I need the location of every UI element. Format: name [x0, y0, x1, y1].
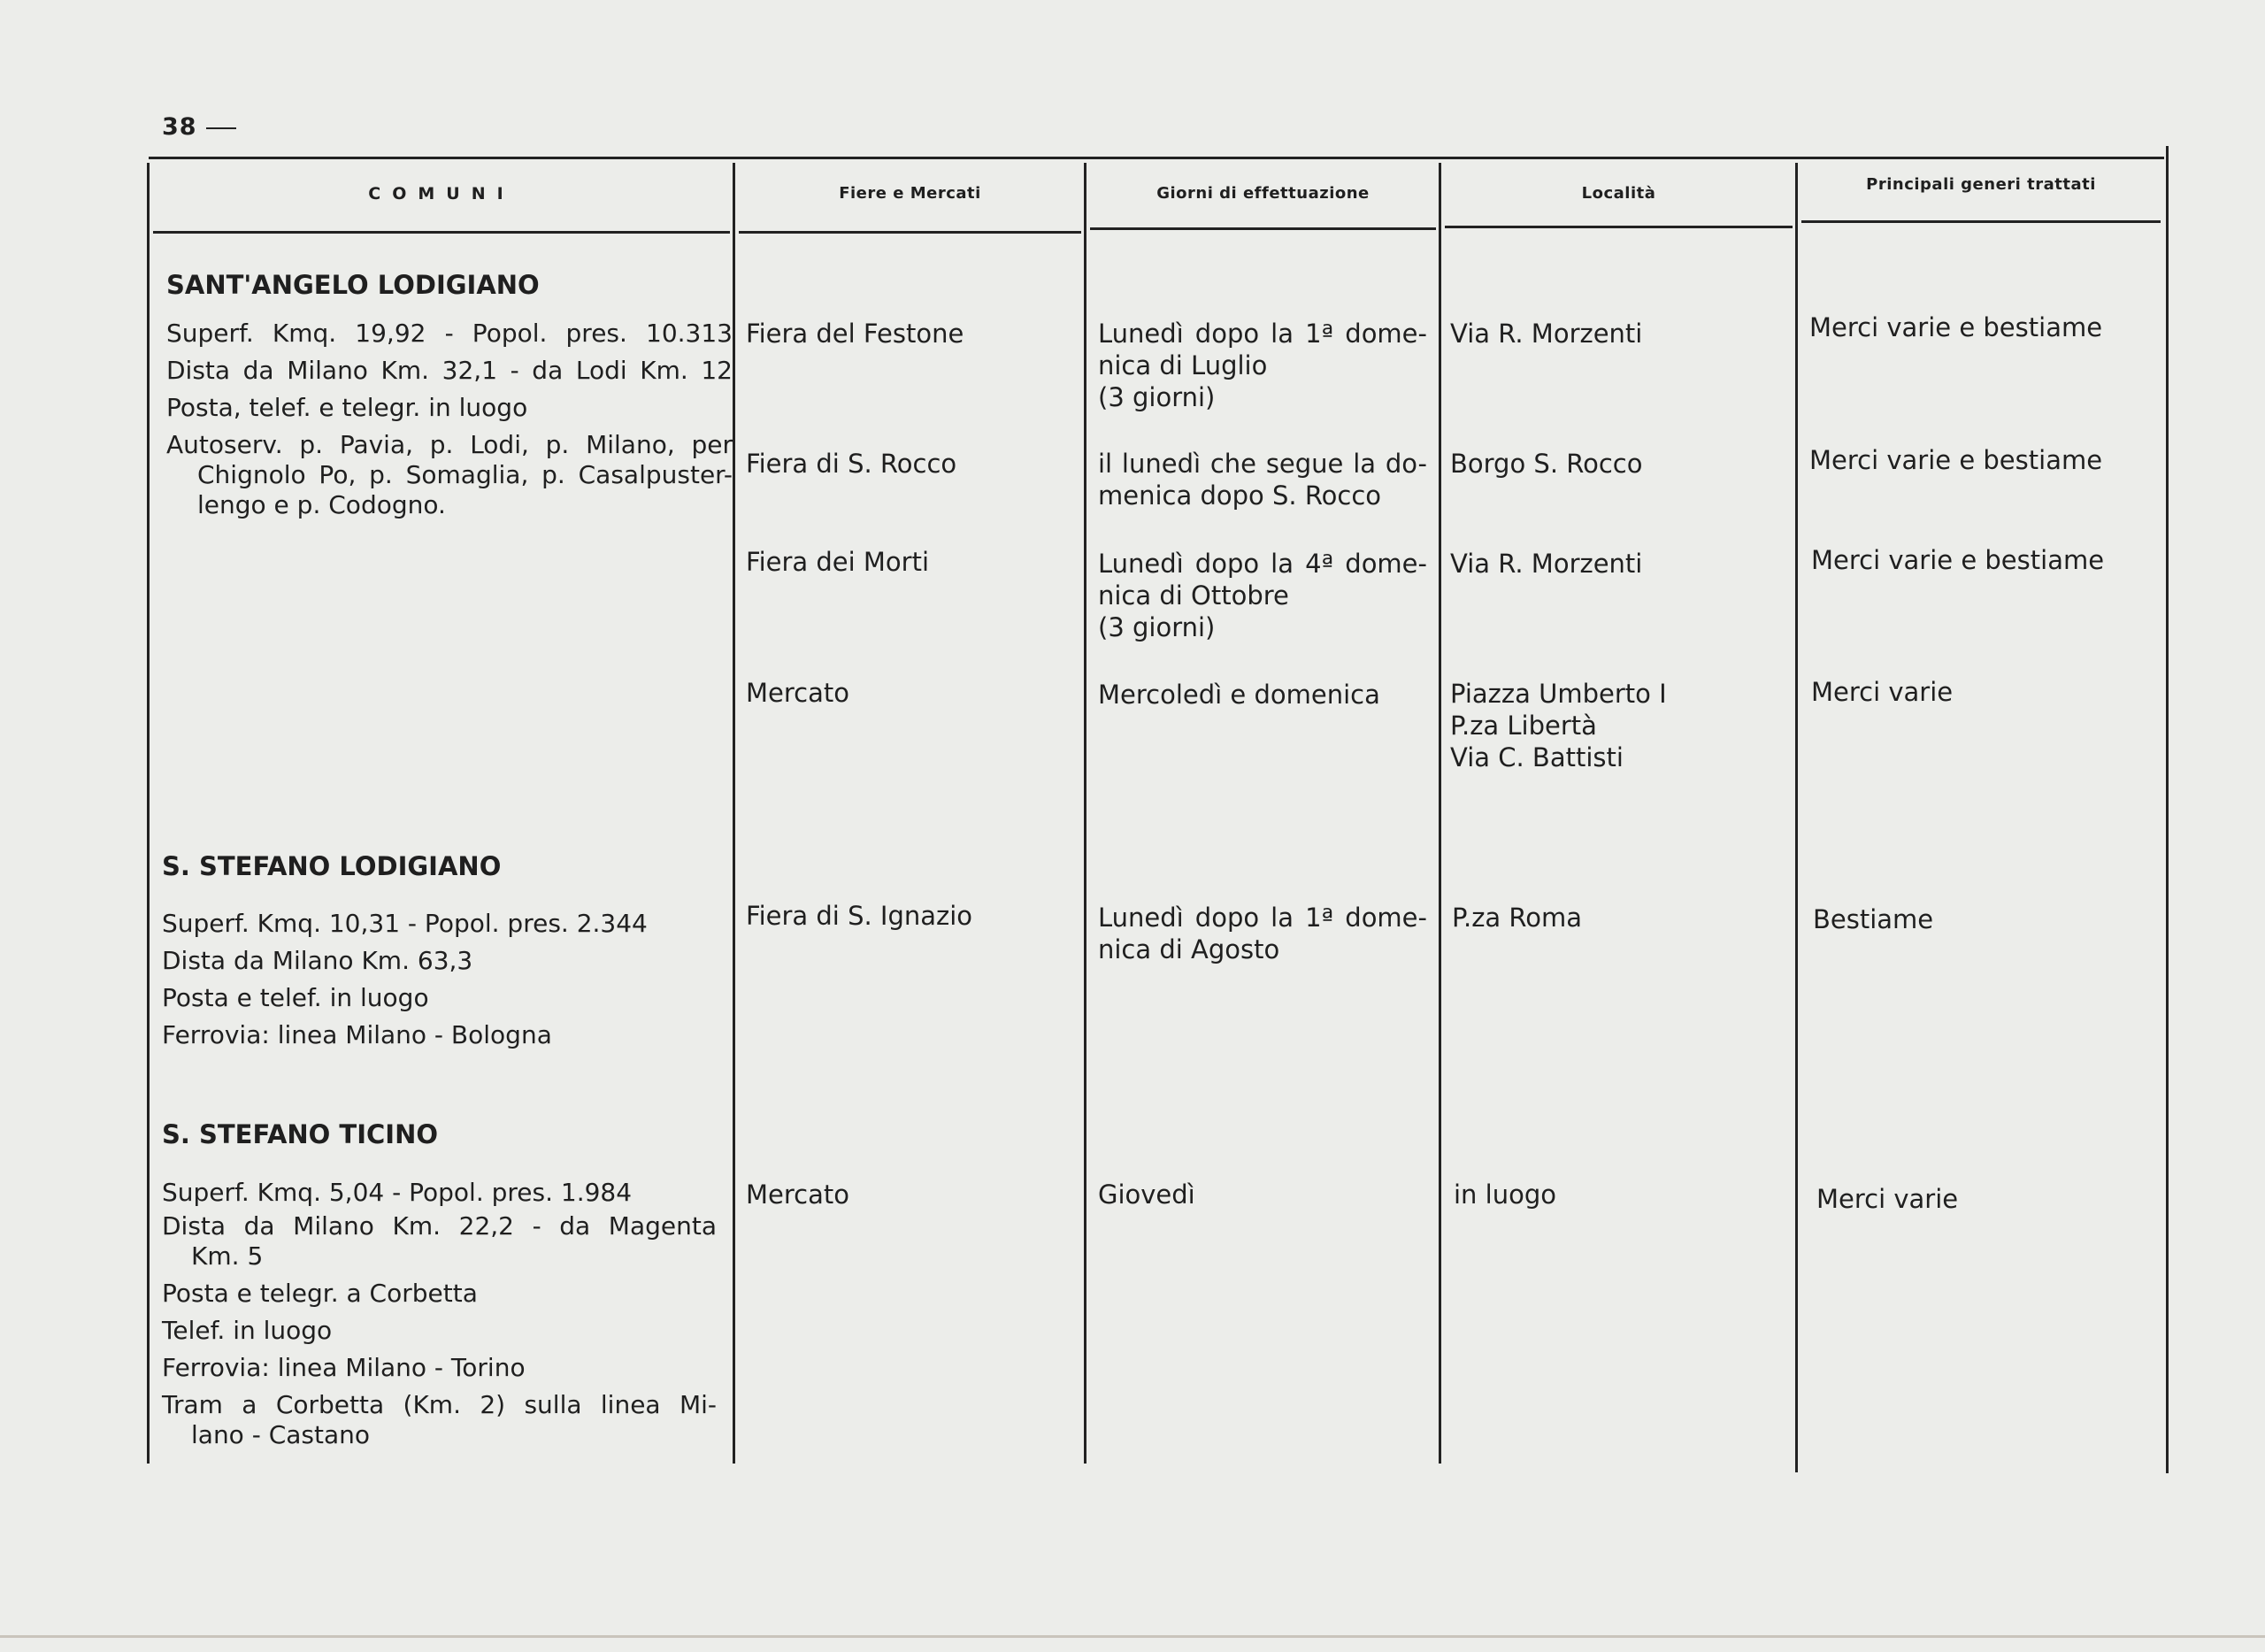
giorni-line: Giovedì [1098, 1179, 1195, 1210]
info-line: Km. 5 [191, 1241, 264, 1271]
giorni-cell [1098, 1179, 1427, 1210]
giorni-line: (3 giorni) [1098, 382, 1216, 412]
giorni-line: Mercoledì e domenica [1098, 680, 1380, 710]
giorni-cell [1098, 902, 1427, 965]
generi-cell: Merci varie e bestiame [1809, 312, 2103, 342]
info-line: Dista da Milano Km. 22,2 - da Magenta [162, 1211, 717, 1241]
giorni-cell [1098, 448, 1427, 511]
info-line: Posta, telef. e telegr. in luogo [166, 393, 528, 422]
info-line: Superf. Kmq. 5,04 - Popol. pres. 1.984 [162, 1178, 633, 1207]
page-edge [0, 1635, 2265, 1638]
giorni-line: menica dopo S. Rocco [1098, 480, 1382, 511]
localita-cell [1454, 1179, 1556, 1210]
localita-line: Piazza Umberto I [1450, 679, 1667, 709]
localita-line: Via R. Morzenti [1450, 549, 1643, 579]
fiera-name: Fiera di S. Ignazio [746, 901, 973, 931]
giorni-line: il lunedì che segue la do- [1098, 449, 1427, 479]
fiera-name: Fiera dei Morti [746, 547, 930, 577]
generi-cell: Bestiame [1813, 904, 1934, 934]
column-divider [733, 163, 735, 1464]
giorni-cell [1098, 548, 1427, 643]
header-rule [739, 231, 1081, 234]
info-line: Superf. Kmq. 10,31 - Popol. pres. 2.344 [162, 909, 648, 938]
generi-cell: Merci varie e bestiame [1809, 445, 2103, 475]
localita-cell [1450, 318, 1642, 350]
info-line: lengo e p. Codogno. [197, 490, 446, 519]
header-rule [1445, 226, 1793, 228]
column-divider [1439, 163, 1441, 1464]
column-header-fiere: Fiere e Mercati [839, 184, 981, 203]
localita-cell [1450, 678, 1667, 773]
column-header-localita: Località [1581, 184, 1656, 203]
info-line: Dista da Milano Km. 32,1 - da Lodi Km. 12 [166, 356, 733, 385]
localita-line: P.za Libertà [1450, 711, 1597, 741]
column-header-giorni: Giorni di effettuazione [1156, 184, 1370, 203]
info-line: Ferrovia: linea Milano - Bologna [162, 1020, 552, 1049]
fiera-name: Mercato [746, 1179, 849, 1210]
giorni-line: nica di Agosto [1098, 934, 1280, 964]
giorni-line: Lunedì dopo la 4ª dome- [1098, 549, 1427, 579]
localita-cell [1450, 548, 1642, 580]
generi-cell: Merci varie [1816, 1184, 1959, 1214]
info-line: Chignolo Po, p. Somaglia, p. Casalpuster- [197, 460, 733, 489]
town-info [162, 1174, 717, 1450]
column-header-generi: Principali generi trattati [1866, 175, 2096, 194]
column-divider [147, 163, 150, 1464]
localita-cell [1452, 902, 1582, 934]
giorni-cell [1098, 318, 1427, 413]
info-line: Ferrovia: linea Milano - Torino [162, 1353, 526, 1382]
town-name: S. STEFANO TICINO [162, 1119, 438, 1149]
localita-line: Via R. Morzenti [1450, 319, 1643, 349]
town-name: SANT'ANGELO LODIGIANO [166, 270, 540, 300]
info-line: Telef. in luogo [162, 1316, 333, 1345]
header-rule [1801, 220, 2161, 223]
fiera-name: Fiera del Festone [746, 319, 964, 349]
info-line: Posta e telegr. a Corbetta [162, 1279, 478, 1308]
generi-cell: Merci varie [1811, 677, 1954, 707]
info-line: Autoserv. p. Pavia, p. Lodi, p. Milano, per [166, 430, 733, 459]
giorni-line: (3 giorni) [1098, 612, 1216, 642]
column-divider [1084, 163, 1086, 1464]
page-number: 38 [162, 113, 236, 141]
localita-line: P.za Roma [1452, 903, 1583, 933]
column-divider [2166, 146, 2169, 1473]
localita-line: Borgo S. Rocco [1450, 449, 1643, 479]
fiera-name: Fiera di S. Rocco [746, 449, 957, 479]
info-line: lano - Castano [191, 1420, 371, 1449]
column-header-comuni: COMUNI [368, 184, 515, 204]
giorni-line: Lunedì dopo la 1ª dome- [1098, 903, 1427, 933]
localita-line: Via C. Battisti [1450, 742, 1624, 772]
info-line: Posta e telef. in luogo [162, 983, 429, 1012]
info-line: Dista da Milano Km. 63,3 [162, 946, 473, 975]
localita-cell [1450, 448, 1643, 480]
giorni-line: nica di Luglio [1098, 350, 1268, 380]
town-info [162, 905, 728, 1054]
header-rule [1090, 227, 1436, 230]
info-line: Superf. Kmq. 19,92 - Popol. pres. 10.313 [166, 319, 733, 348]
town-name: S. STEFANO LODIGIANO [162, 851, 502, 881]
fiera-name: Mercato [746, 678, 849, 708]
table-top-rule [149, 157, 2164, 159]
giorni-line: Lunedì dopo la 1ª dome- [1098, 319, 1427, 349]
column-divider [1795, 163, 1798, 1472]
giorni-line: nica di Ottobre [1098, 580, 1289, 611]
town-info [166, 315, 733, 520]
giorni-cell [1098, 679, 1427, 711]
generi-cell: Merci varie e bestiame [1811, 545, 2105, 575]
header-rule [153, 231, 730, 234]
localita-line: in luogo [1454, 1179, 1556, 1210]
info-line: Tram a Corbetta (Km. 2) sulla linea Mi- [162, 1390, 717, 1419]
